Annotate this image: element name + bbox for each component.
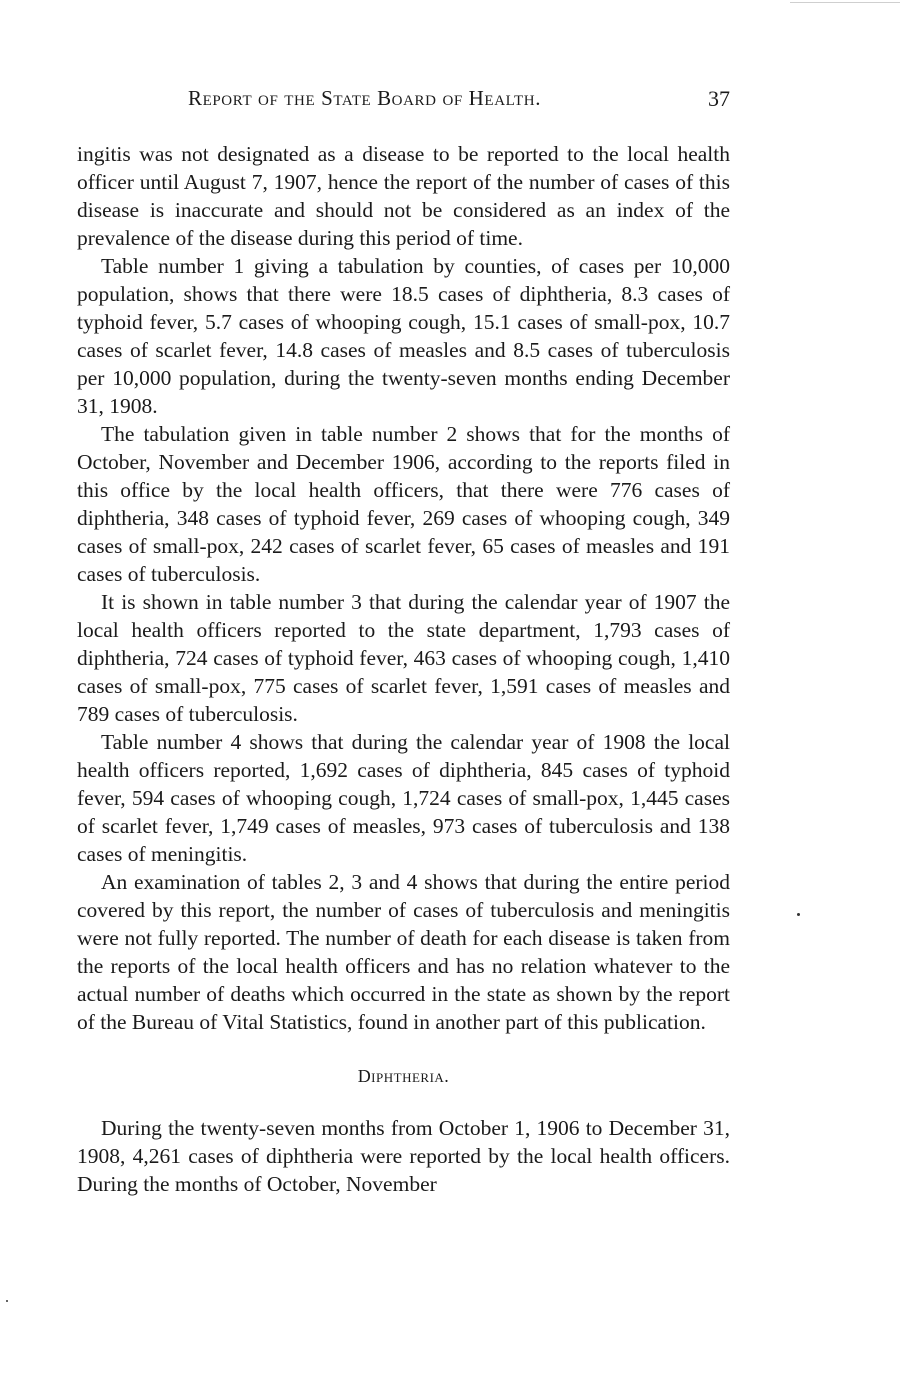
paragraph-table-3: It is shown in table number 3 that during the calendar year of 1907 the local health officers reported to the state department, 1,793 cases of diphtheria, 724 cases of typhoid fever, 463 cases of whooping cough, 1,410 cases of small-pox, 775 cases of scarlet fever, 1,591 cases of measles and 789 cases of tuberculosis. [77,590,730,726]
paragraph-table-1: Table number 1 giving a tabulation by counties, of cases per 10,000 population, shows that there were 18.5 cases of diphtheria, 8.3 cases of typhoid fever, 5.7 cases of whooping cough, 15.1 cases of small-pox, 10.7 cases of scarlet fever, 14.8 cases of measles and 8.5 cases of tuberculosis per 10,000 population, during the twenty-seven months ending December 31, 1908. [77,254,730,418]
section-heading-diphtheria: Diphtheria. [357,1066,450,1086]
paragraph-diphtheria: During the twenty-seven months from October 1, 1906 to December 31, 1908, 4,261 cases of diphtheria were reported by the local health officers. During the months of October, November [77,1116,730,1196]
stray-mark [797,913,800,916]
stray-mark [6,1300,8,1302]
running-title: Report of the State Board of Health. [188,86,542,110]
body-text [77,140,730,1198]
paragraph-table-4: Table number 4 shows that during the calendar year of 1908 the local health officers reported, 1,692 cases of diphtheria, 845 cases of typhoid fever, 594 cases of whooping cough, 1,724 cases of small-pox, 1,445 cases of scarlet fever, 1,749 cases of measles, 973 cases of tuberculosis and 138 cases of meningitis. [77,730,730,866]
page-edge-rule [790,2,900,3]
paragraph-continued: ingitis was not designated as a disease to be reported to the local health officer until August 7, 1907, hence the report of the number of cases of this disease is inaccurate and should not be considered as an index of the prevalence of the disease during this period of time. [77,142,730,250]
paragraph-examination: An examination of tables 2, 3 and 4 shows that during the entire period covered by this report, the number of cases of tuberculosis and meningitis were not fully reported. The number of death for each disease is taken from the reports of the local health officers and has no relation whatever to the actual number of deaths which occurred in the state as shown by the report of the Bureau of Vital Statistics, found in another part of this publication. [77,870,730,1034]
running-header [78,86,730,116]
page-number: 37 [708,86,730,111]
paragraph-table-2: The tabulation given in table number 2 shows that for the months of October, November and December 1906, according to the reports filed in this office by the local health officers, that there were 776 cases of diphtheria, 348 cases of typhoid fever, 269 cases of whooping cough, 349 cases of small-pox, 242 cases of scarlet fever, 65 cases of measles and 191 cases of tuberculosis. [77,422,730,586]
